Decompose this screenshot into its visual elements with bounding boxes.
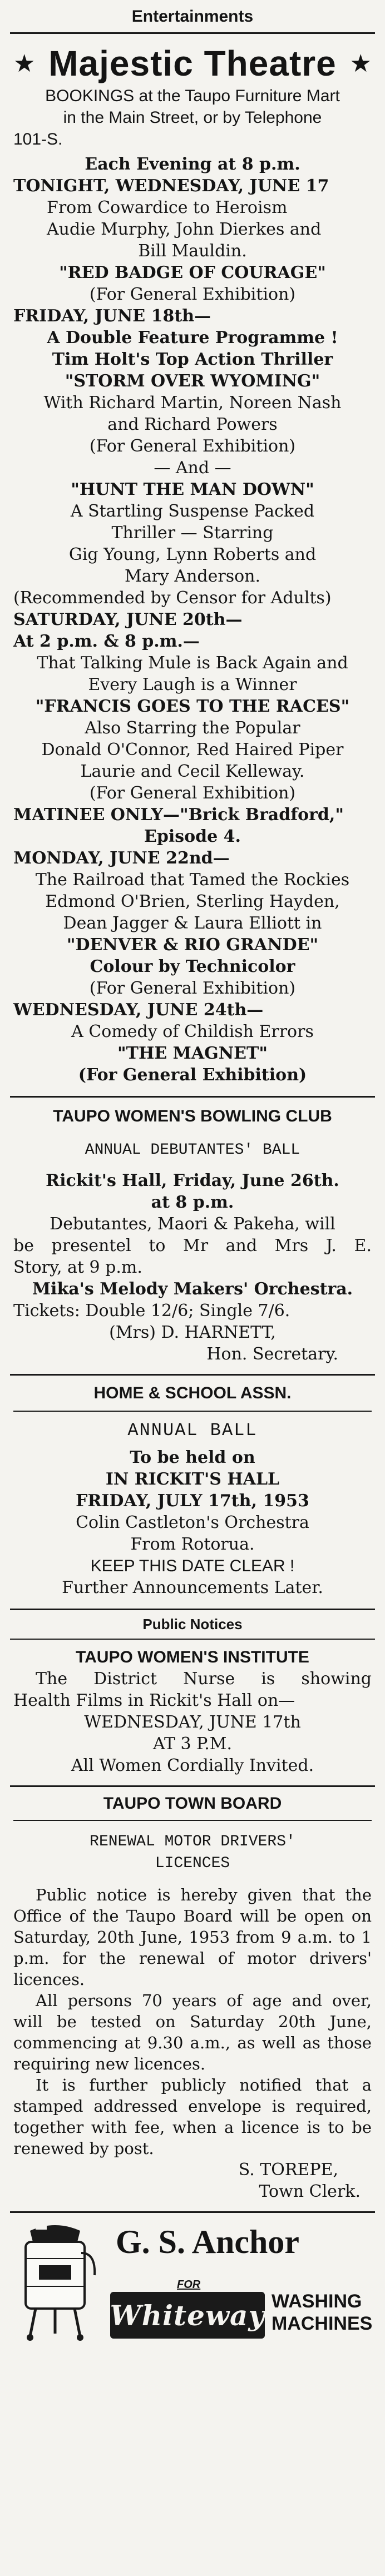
board-paragraph: It is further publicly notified that a stamped addressed envelope is required, together with fee, when a licence is to be renewed by post. <box>13 2076 372 2158</box>
home-school-line: To be held on <box>130 1448 255 1467</box>
show-rating: (For General Exhibition) <box>89 783 296 803</box>
show-line: Edmond O'Brien, Sterling Hayden, <box>45 892 340 911</box>
matinee-line: MATINEE ONLY—"Brick Bradford," <box>13 805 344 825</box>
womens-institute-ad <box>10 1640 375 1785</box>
show-line: Bill Mauldin. <box>138 241 247 261</box>
show-line: Tim Holt's Top Action Thriller <box>52 350 333 369</box>
machines-label: MACHINES <box>272 2313 373 2334</box>
bookings-line: BOOKINGS at the Taupo Furniture Mart <box>45 87 340 105</box>
show-title: "RED BADGE OF COURAGE" <box>59 263 326 282</box>
show-time: At 2 p.m. & 8 p.m.— <box>13 632 200 651</box>
show-line: With Richard Martin, Noreen Nash <box>43 393 342 413</box>
show-rating: (Recommended by Censor for Adults) <box>13 588 332 608</box>
divider <box>13 1820 372 1821</box>
board-paragraph: All persons 70 years of age and over, will be tested on Saturday 20th June, commencing at 9.30 a.m., as well as those requiring new licences. <box>13 1991 372 2073</box>
home-school-line: KEEP THIS DATE CLEAR ! <box>90 1557 295 1575</box>
bookings-line: 101-S. <box>13 130 63 148</box>
bowling-line: at 8 p.m. <box>151 1193 234 1212</box>
divider <box>13 1411 372 1412</box>
bowling-line: Tickets: Double 12/6; Single 7/6. <box>13 1301 290 1321</box>
town-board-ad <box>10 1787 375 2211</box>
bowling-club-ad <box>10 1098 375 1374</box>
show-date: MONDAY, JUNE 22nd— <box>13 848 230 868</box>
institute-line: AT 3 P.M. <box>152 1734 233 1754</box>
show-date: TONIGHT, WEDNESDAY, JUNE 17 <box>13 176 329 196</box>
home-school-line: Further Announcements Later. <box>62 1578 323 1597</box>
show-line: From Cowardice to Heroism <box>47 198 288 217</box>
home-school-ad <box>10 1376 375 1609</box>
show-line: Also Starring the Popular <box>85 718 300 738</box>
show-line: Episode 4. <box>144 827 241 846</box>
bowling-line: Mika's Melody Makers' Orchestra. <box>32 1279 353 1299</box>
anchor-name: G. S. Anchor <box>116 2223 300 2260</box>
show-line: Donald O'Connor, Red Haired Piper <box>41 740 344 760</box>
show-line: Dean Jagger & Laura Elliott in <box>63 914 322 933</box>
public-notices-title: Public Notices <box>142 1616 243 1632</box>
board-paragraph: Public notice is hereby given that the Office of the Taupo Board will be open on Saturday, 20th June, 1953 from 9 a.m. to 1 p.m. for the renewal of motor drivers' licences. <box>13 1885 372 1989</box>
show-rating: (For General Exhibition) <box>89 285 296 304</box>
star-icon: ★ <box>349 49 372 78</box>
institute-line: The District Nurse is showing <box>36 1669 372 1689</box>
show-title: "STORM OVER WYOMING" <box>65 371 320 391</box>
show-line: The Railroad that Tamed the Rockies <box>35 870 350 890</box>
institute-title: TAUPO WOMEN'S INSTITUTE <box>76 1648 309 1666</box>
home-school-line: Colin Castleton's Orchestra <box>76 1513 309 1532</box>
majestic-theatre-ad <box>10 34 375 1096</box>
bowling-line: Rickit's Hall, Friday, June 26th. <box>46 1171 339 1190</box>
bookings-line: in the Main Street, or by Telephone <box>63 108 322 127</box>
anchor-ad <box>10 2213 375 2352</box>
whiteway-logo <box>110 2292 265 2339</box>
show-line: Colour by Technicolor <box>90 957 295 976</box>
institute-line: Health Films in Rickit's Hall on— <box>13 1691 295 1710</box>
institute-line: WEDNESDAY, JUNE 17th <box>84 1713 301 1732</box>
home-school-line: FRIDAY, JULY 17th, 1953 <box>76 1491 309 1511</box>
show-line: A Comedy of Childish Errors <box>71 1022 314 1041</box>
show-rating: (For General Exhibition) <box>89 979 296 998</box>
show-line: A Double Feature Programme ! <box>47 328 338 348</box>
bowling-line: Debutantes, Maori & Pakeha, will <box>50 1214 335 1234</box>
majestic-title-row <box>13 42 372 85</box>
board-subtitle: RENEWAL MOTOR DRIVERS' <box>90 1833 295 1850</box>
whiteway-brand: Whiteway <box>110 2299 265 2332</box>
public-notices-header <box>10 1610 375 1639</box>
bowling-subtitle: ANNUAL DEBUTANTES' BALL <box>85 1141 300 1159</box>
bowling-line: be presentel to Mr and Mrs J. E. <box>13 1236 372 1255</box>
show-separator: — And — <box>154 458 231 478</box>
show-date: FRIDAY, JUNE 18th— <box>13 306 211 326</box>
show-line: Gig Young, Lynn Roberts and <box>68 545 317 564</box>
show-line: and Richard Powers <box>107 415 278 434</box>
show-line: Mary Anderson. <box>124 567 261 586</box>
washing-label: WASHING <box>272 2291 362 2312</box>
board-signature: S. TOREPE, <box>238 2160 338 2180</box>
star-icon: ★ <box>13 49 36 78</box>
home-school-line: IN RICKIT'S HALL <box>105 1470 280 1489</box>
board-subtitle: LICENCES <box>155 1855 230 1872</box>
bowling-line: Story, at 9 p.m. <box>13 1258 142 1277</box>
annual-ball-heading: ANNUAL BALL <box>127 1420 258 1441</box>
show-line: Laurie and Cecil Kelleway. <box>80 762 305 781</box>
show-title: "THE MAGNET" <box>117 1044 268 1063</box>
section-header <box>10 0 375 32</box>
show-date: WEDNESDAY, JUNE 24th— <box>13 1000 264 1020</box>
entertainments-heading: Entertainments <box>131 7 254 26</box>
show-line: Thriller — Starring <box>111 523 274 543</box>
majestic-title: Majestic Theatre <box>48 43 337 83</box>
home-school-line: From Rotorua. <box>130 1535 255 1554</box>
show-rating: (For General Exhibition) <box>78 1065 307 1085</box>
show-title: "FRANCIS GOES TO THE RACES" <box>35 697 350 716</box>
bowling-signature-title: Hon. Secretary. <box>206 1344 338 1364</box>
washing-machine-illustration <box>13 2220 97 2342</box>
anchor-for: FOR <box>177 2279 201 2291</box>
show-line: A Startling Suspense Packed <box>70 502 315 521</box>
show-title: "HUNT THE MAN DOWN" <box>71 480 314 499</box>
institute-line: All Women Cordially Invited. <box>71 1756 314 1775</box>
show-rating: (For General Exhibition) <box>89 436 296 456</box>
board-signature-title: Town Clerk. <box>259 2182 361 2201</box>
show-date: SATURDAY, JUNE 20th— <box>13 610 243 629</box>
each-evening: Each Evening at 8 p.m. <box>85 155 300 174</box>
bowling-signature: (Mrs) D. HARNETT, <box>109 1323 276 1342</box>
show-line: Every Laugh is a Winner <box>88 675 297 694</box>
bowling-title: TAUPO WOMEN'S BOWLING CLUB <box>53 1107 332 1125</box>
show-line: Audie Murphy, John Dierkes and <box>47 220 322 239</box>
town-board-title: TAUPO TOWN BOARD <box>103 1794 282 1813</box>
home-school-title: HOME & SCHOOL ASSN. <box>93 1384 292 1402</box>
show-line: That Talking Mule is Back Again and <box>37 653 348 673</box>
show-title: "DENVER & RIO GRANDE" <box>66 935 319 955</box>
